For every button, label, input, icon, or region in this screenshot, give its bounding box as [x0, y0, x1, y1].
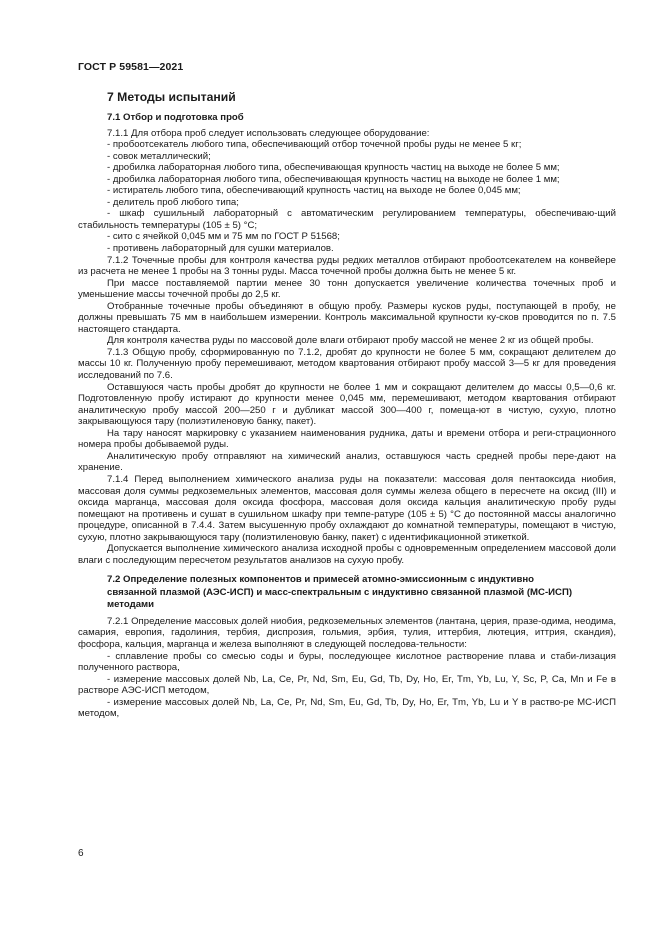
paragraph: Аналитическую пробу отправляют на химический анализ, оставшуюся часть средней пробы пере-дают на хранение. — [78, 450, 616, 474]
list-item: - дробилка лабораторная любого типа, обеспечивающая крупность частиц на выходе не более 1 мм; — [107, 173, 560, 185]
paragraph: 7.1.1 Для отбора проб следует использовать следующее оборудование: — [107, 127, 430, 139]
list-item: - измерение массовых долей Nb, La, Се, Pr, Nd, Sm, Eu, Gd, Tb, Dy, Но, Er, Tm, Yb, Lu и Y в раство-ре МС-ИСП методом, — [78, 696, 616, 720]
list-item: - сито с ячейкой 0,045 мм и 75 мм по ГОСТ Р 51568; — [107, 231, 340, 243]
paragraph: Оставшуюся часть пробы дробят до крупности не более 1 мм и сокращают делителем до массы 0,5—0,6 кг. Подготовленную пробу истирают до крупности менее 0,045 мм, перемешивают, методом квартования отбирают аналитическую пробу массой 200—250 г и дубликат массой 300—400 г, помеща-ют в чистую, сухую, плотно закрывающуюся тару (полиэтиленовую банку, пакет). — [78, 381, 616, 428]
paragraph: 7.2.1 Определение массовых долей ниобия, редкоземельных элементов (лантана, церия, празе-одима, неодима, самария, европия, гадолиния, тербия, диспрозия, гольмия, эрбия, тулия, иттербия, лютеция, иттрия, скандия), фосфора, кальция, марганца и железа выполняют в следующей последова-тельности: — [78, 615, 616, 651]
paragraph: Для контроля качества руды по массовой доле влаги отбирают пробу массой не менее 2 кг из общей пробы. — [107, 335, 594, 347]
section-title: 7 Методы испытаний — [107, 90, 236, 104]
paragraph: Отобранные точечные пробы объединяют в общую пробу. Размеры кусков руды, поступающей в пробу, не должны превышать 75 мм в наибольшем измерении. Контроль максимальной крупности ку-сков проводится по п. 7.5 настоящего стандарта. — [78, 300, 616, 335]
subsection-title-7-2-line-1: 7.2 Определение полезных компонентов и примесей атомно-эмиссионным с индуктивно — [107, 574, 535, 586]
list-item: - сплавление пробы со смесью соды и буры, последующее кислотное растворение плава и стаби-лизация полученного раствора, — [78, 650, 616, 674]
subsection-title-7-2-line-3: методами — [107, 598, 155, 610]
list-item: - делитель проб любого типа; — [107, 196, 239, 208]
paragraph: 7.1.3 Общую пробу, сформированную по 7.1.2, дробят до крупности не более 5 мм, сокращают делителем до массы 10 кг. Полученную пробу перемешивают, методом квартования отбирают пробу массой 3—5 кг для проведения исследований по 7.6. — [78, 346, 616, 382]
list-item: - истиратель любого типа, обеспечивающий крупность частиц на выходе не более 0,045 мм; — [107, 185, 521, 197]
paragraph: 7.1.4 Перед выполнением химического анализа руды на показатели: массовая доля пентаоксида ниобия, массовая доля суммы редкоземельных элементов, массовая доля суммы железа общего в пересчете на оксид (III) и оксида марганца, массовая доля оксида фосфора, массовая доля оксида кальция аналитическую пробу руды помещают на противень и сушат в сушильном шкафу при темпе-ратуре (105 ± 5) °С до постоянной массы аналогично процедуре, описанной в 7.4.4. Затем высушенную пробу охлаждают до комнатной температуры, помещают в чистую, сухую, плотно закрывающуюся тару (полиэтиленовую банку, пакет) с идентификационной этикеткой. — [78, 473, 616, 543]
list-item: - пробоотсекатель любого типа, обеспечивающий отбор точечной пробы руды не менее 5 кг; — [107, 139, 522, 151]
standard-header: ГОСТ Р 59581—2021 — [78, 61, 184, 73]
list-item: - дробилка лабораторная любого типа, обеспечивающая крупность частиц на выходе не более 5 мм; — [107, 162, 560, 174]
list-item: - шкаф сушильный лабораторный с автоматическим регулированием температуры, обеспечиваю-щий стабильность температуры (105 ± 5) °С; — [78, 208, 616, 231]
page-number: 6 — [78, 848, 84, 859]
paragraph: 7.1.2 Точечные пробы для контроля качества руды редких металлов отбирают пробоотсекателем на конвейере из расчета не менее 1 пробы на 3 тонны руды. Масса точечной пробы должна быть не менее 5 кг. — [78, 254, 616, 278]
paragraph: На тару наносят маркировку с указанием наименования рудника, даты и времени отбора и реги-страционного номера пробы добываемой руды. — [78, 427, 616, 451]
subsection-title-7-2-line-2: связанной плазмой (АЭС-ИСП) и масс-спектральным с индуктивно связанной плазмой (МС-ИСП) — [107, 586, 573, 598]
spacer — [78, 566, 616, 574]
list-item: - совок металлический; — [107, 150, 211, 162]
paragraph: При массе поставляемой партии менее 30 тонн допускается увеличение количества точечных проб и уменьшение массы точечной пробы до 2,5 кг. — [78, 277, 616, 301]
paragraph: Допускается выполнение химического анализа исходной пробы с одновременным определением массовой доли влаги с последующим пересчетом результатов анализов на сухую пробу. — [78, 543, 616, 566]
list-item: - противень лабораторный для сушки материалов. — [107, 243, 334, 255]
subsection-title-7-1: 7.1 Отбор и подготовка проб — [107, 112, 244, 123]
page-content — [78, 90, 616, 720]
list-item: - измерение массовых долей Nb, La, Се, Pr, Nd, Sm, Eu, Gd, Tb, Dy, Но, Er, Tm, Yb, Lu, Y, Sc, P, Ca, Mn и Fe в растворе АЭС-ИСП методом, — [78, 673, 616, 697]
